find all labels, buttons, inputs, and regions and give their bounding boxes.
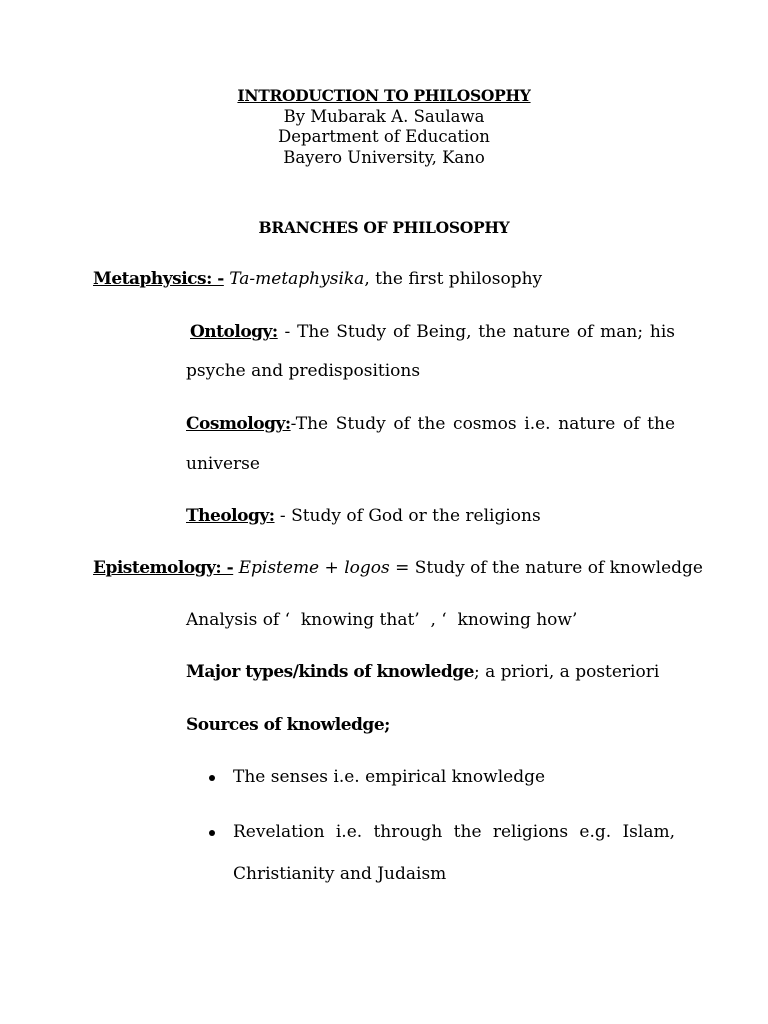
ontology-label: Ontology: — [190, 322, 278, 342]
epistemology-term-logos: logos — [344, 558, 390, 578]
theology-label: Theology: — [186, 506, 275, 526]
sources-heading — [186, 715, 390, 735]
cosmology-line-2: universe — [186, 454, 260, 474]
ontology-description-1: - The Study of Being, the nature of man; his — [284, 322, 675, 342]
metaphysics-label: Metaphysics: - — [93, 269, 224, 289]
document-title: INTRODUCTION TO PHILOSOPHY — [237, 86, 531, 105]
bullet-icon — [209, 775, 215, 781]
bullet-icon — [209, 830, 215, 836]
university-line: Bayero University, Kano — [283, 147, 485, 167]
metaphysics-term: Ta-metaphysika — [229, 269, 365, 289]
epistemology-term-episteme: Episteme — [238, 558, 320, 578]
metaphysics-line — [93, 269, 542, 289]
author-line: By Mubarak A. Saulawa — [283, 106, 485, 126]
department-line: Department of Education — [278, 127, 490, 146]
epistemology-line — [93, 558, 703, 578]
theology-line — [186, 506, 541, 526]
ontology-line-1 — [186, 322, 675, 342]
bullet-item-senses: The senses i.e. empirical knowledge — [233, 767, 546, 787]
theology-description: - Study of God or the religions — [274, 506, 541, 526]
bullet-item-revelation-line-1: Revelation i.e. through the religions e.g. Islam, — [233, 822, 675, 842]
section-title: BRANCHES OF PHILOSOPHY — [258, 218, 510, 237]
epistemology-description: = Study of the nature of knowledge — [389, 558, 703, 578]
bullet-item-revelation-line-2: Christianity and Judaism — [233, 864, 447, 884]
cosmology-label: Cosmology: — [186, 414, 291, 434]
analysis-line: Analysis of ‘ knowing that’ , ‘ knowing how’ — [186, 610, 578, 630]
major-types-description: ; a priori, a posteriori — [473, 662, 660, 682]
document-header — [0, 86, 768, 168]
cosmology-description-1: -The Study of the cosmos i.e. nature of the — [290, 414, 675, 434]
cosmology-line-1 — [186, 414, 675, 434]
sources-label: Sources of knowledge; — [186, 715, 390, 735]
major-types-line — [186, 662, 659, 682]
epistemology-label: Epistemology: - — [93, 558, 234, 578]
major-types-label: Major types/kinds of knowledge — [186, 662, 474, 682]
epistemology-plus: + — [319, 558, 345, 578]
ontology-line-2: psyche and predispositions — [186, 361, 421, 381]
metaphysics-description: , the first philosophy — [364, 269, 543, 289]
